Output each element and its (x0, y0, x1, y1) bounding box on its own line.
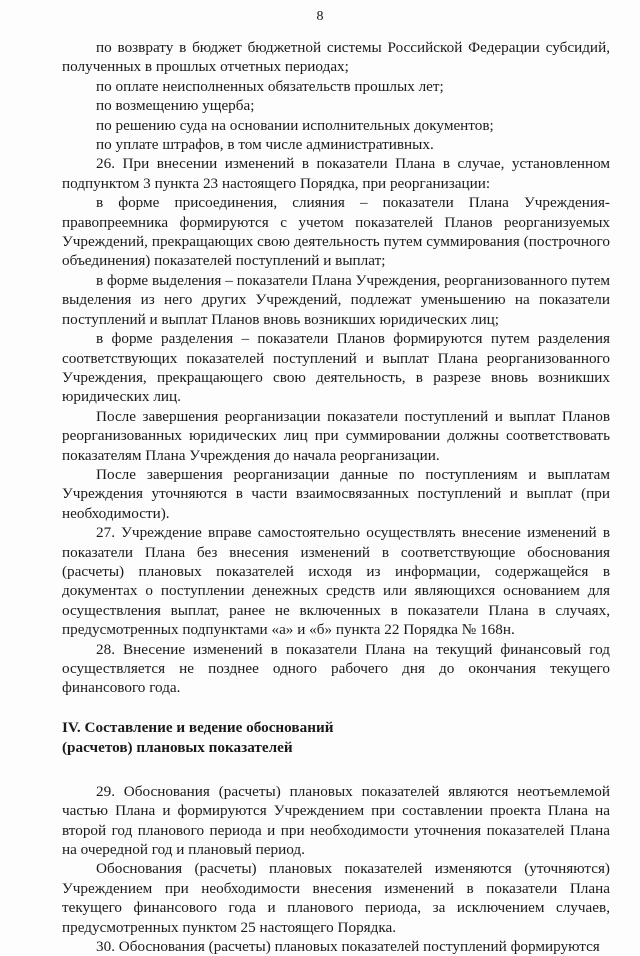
page-number: 8 (316, 9, 324, 24)
paragraph: 30. Обоснования (расчеты) плановых показателей поступлений формируются (96, 938, 600, 956)
paragraph: 28. Внесение изменений в показатели Плана на текущий финансовый год осуществляется не позднее одного рабочего дня до окончания текущего финансового года. (62, 640, 610, 697)
paragraph: После завершения реорганизации показатели поступлений и выплат Планов реорганизованных юридических лиц при суммировании должны соответствовать показателям Плана Учреждения до начала реорганизации. (62, 407, 610, 464)
section-heading-line1: IV. Составление и ведение обоснований (62, 718, 334, 736)
section-heading-line2: (расчетов) плановых показателей (62, 738, 293, 756)
paragraph: по возврату в бюджет бюджетной системы Российской Федерации субсидий, полученных в прошлых отчетных периодах; (62, 39, 610, 76)
section-heading (62, 718, 610, 758)
paragraph: После завершения реорганизации данные по поступлениям и выплатам Учреждения уточняются в части взаимосвязанных поступлений и выплат (при необходимости). (62, 465, 610, 522)
paragraph: в форме разделения – показатели Планов формируются путем разделения соответствующих показателей поступлений и выплат Плана реорганизованного Учреждения, прекращающего свою деятельность, в разрезе вновь возникших юридических лиц. (62, 330, 610, 406)
paragraph: 29. Обоснования (расчеты) плановых показателей являются неотъемлемой частью Плана и формируются Учреждением при составлении проекта Плана на второй год планового периода и при необходимости уточнения показателей Плана на очередной год и плановый период. (62, 782, 610, 859)
paragraph: по оплате неисполненных обязательств прошлых лет; (96, 77, 444, 95)
paragraph: по возмещению ущерба; (96, 97, 255, 115)
paragraph: Обоснования (расчеты) плановых показателей изменяются (уточняются) Учреждением при необходимости внесения изменений в показатели Плана текущего финансового года и планового периода, за исключением случаев, предусмотренных пунктом 25 настоящего Порядка. (62, 860, 610, 936)
paragraph: 27. Учреждение вправе самостоятельно осуществлять внесение изменений в показатели Плана без внесения изменений в соответствующие обоснования (расчеты) плановых показателей исходя из информации, содержащейся в документах о поступлении денежных средств или являющихся основанием для осуществления выплат, ранее не включенных в показатели Плана в случаях, предусмотренных подпунктами «а» и «б» пункта 22 Порядка № 168н. (62, 524, 610, 639)
document-body (62, 38, 610, 956)
paragraph: 26. При внесении изменений в показатели Плана в случае, установленном подпунктом 3 пункта 23 настоящего Порядка, при реорганизации: (62, 155, 610, 192)
paragraph: по решению суда на основании исполнительных документов; (96, 116, 494, 134)
paragraph: в форме выделения – показатели Плана Учреждения, реорганизованного путем выделения из него других Учреждений, подлежат уменьшению на показатели поступлений и выплат Планов вновь возникших юридических лиц; (62, 271, 610, 328)
paragraph: по уплате штрафов, в том числе административных. (96, 136, 434, 154)
paragraph: в форме присоединения, слияния – показатели Плана Учреждения-правопреемника формируются с учетом показателей Планов реорганизуемых Учреждений, прекращающих свою деятельность путем суммирования (построчного объединения) показателей поступлений и выплат; (62, 194, 610, 270)
